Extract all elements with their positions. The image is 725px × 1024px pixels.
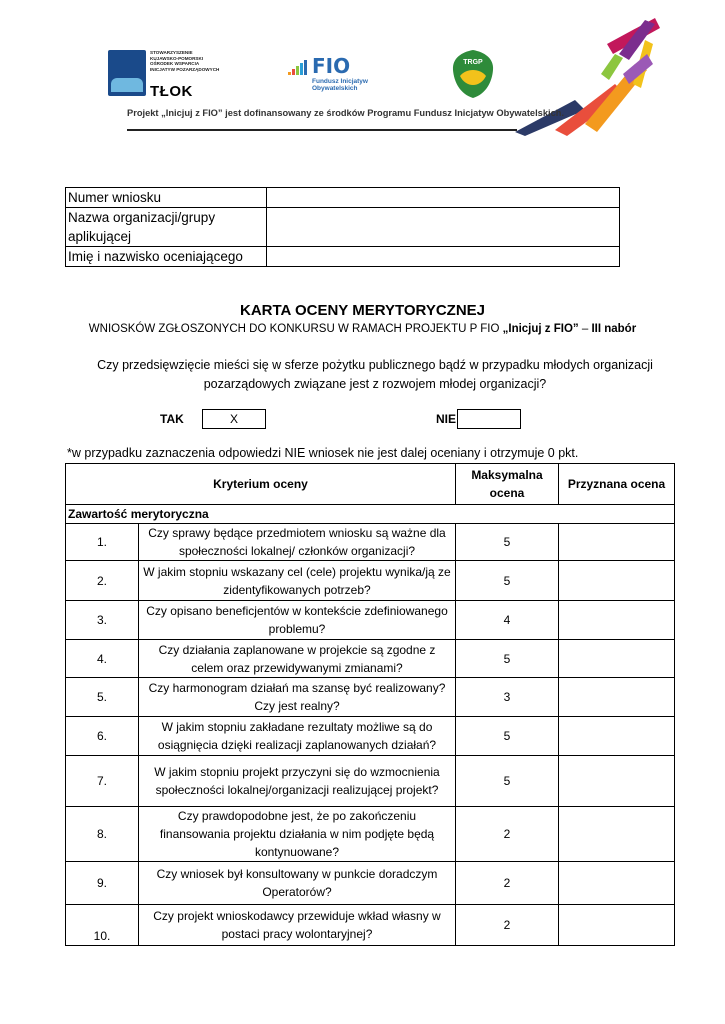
row-given-score[interactable] — [559, 905, 675, 946]
subtitle-prefix: WNIOSKÓW ZGŁOSZONYCH DO KONKURSU W RAMACH PROJEKTU P FIO — [88, 323, 503, 335]
subtitle-dash: – — [578, 323, 592, 335]
row-question: Czy projekt wnioskodawcy przewiduje wkład własny w postaci pracy wolontaryjnej? — [139, 905, 456, 946]
row-max-score: 5 — [456, 561, 559, 601]
row-max-score: 5 — [456, 640, 559, 678]
row-question: Czy prawdopodobne jest, że po zakończeniu finansowania projektu działania w nim podjęte będą kontynuowane? — [139, 807, 456, 862]
row-number: 1. — [66, 524, 139, 561]
row-number: 6. — [66, 717, 139, 756]
tlok-logo — [108, 50, 220, 100]
header-max-score: Maksymalna ocena — [456, 464, 559, 505]
page-subtitle — [0, 323, 725, 335]
tlok-name: TŁOK — [150, 83, 193, 100]
table-row — [66, 247, 620, 267]
row-given-score[interactable] — [559, 524, 675, 561]
row-question: W jakim stopniu wskazany cel (cele) projektu wynika/ją ze zidentyfikowanych potrzeb? — [139, 561, 456, 601]
table-row — [66, 717, 675, 756]
row-given-score[interactable] — [559, 678, 675, 717]
header-criterion: Kryterium oceny — [66, 464, 456, 505]
table-row — [66, 208, 620, 247]
row-max-score: 5 — [456, 524, 559, 561]
row-question: W jakim stopniu zakładane rezultaty możliwe są do osiągnięcia dzięki realizacji zaplanowanych działań? — [139, 717, 456, 756]
info-value[interactable] — [267, 188, 620, 208]
row-max-score: 3 — [456, 678, 559, 717]
trgp-label: TRGP — [463, 59, 483, 66]
row-number: 10. — [66, 905, 139, 946]
subtitle-edition: III nabór — [591, 323, 637, 335]
row-question: Czy działania zaplanowane w projekcie są zgodne z celem oraz przewidywanymi zmianami? — [139, 640, 456, 678]
row-number: 2. — [66, 561, 139, 601]
fio-dots-icon — [288, 58, 310, 76]
fio-subtitle: Fundusz Inicjatyw Obywatelskich — [312, 78, 368, 92]
info-value[interactable] — [267, 247, 620, 267]
row-question: Czy wniosek był konsultowany w punkcie doradczym Operatorów? — [139, 862, 456, 905]
nie-checkbox[interactable] — [457, 409, 521, 429]
row-given-score[interactable] — [559, 756, 675, 807]
table-row — [66, 678, 675, 717]
tak-label: TAK — [160, 412, 184, 426]
section-title: Zawartość merytoryczna — [66, 505, 675, 524]
row-question: W jakim stopniu projekt przyczyni się do wzmocnienia społeczności lokalnej/organizacji realizującej projekt? — [139, 756, 456, 807]
eligibility-question: Czy przedsięwzięcie mieści się w sferze pożytku publicznego bądź w przypadku młodych organizacji pozarządowych związane jest z rozwojem młodej organizacji? — [97, 358, 653, 391]
table-row — [66, 561, 675, 601]
row-given-score[interactable] — [559, 862, 675, 905]
fio-logo — [288, 54, 368, 100]
nie-label: NIE — [436, 412, 457, 426]
table-row — [66, 524, 675, 561]
tlok-emblem-icon — [108, 50, 146, 96]
criteria-table — [65, 463, 675, 946]
row-number: 4. — [66, 640, 139, 678]
info-label: Imię i nazwisko oceniającego — [66, 247, 267, 267]
tak-checkbox[interactable]: X — [202, 409, 266, 429]
subtitle-project-name: „Inicjuj z FIO” — [502, 323, 579, 335]
page-title: KARTA OCENY MERYTORYCZNEJ — [239, 302, 486, 319]
table-row — [66, 807, 675, 862]
row-given-score[interactable] — [559, 640, 675, 678]
row-question: Czy harmonogram działań ma szansę być realizowany? Czy jest realny? — [139, 678, 456, 717]
table-row — [66, 862, 675, 905]
trgp-logo — [450, 48, 496, 100]
header-divider — [127, 129, 517, 131]
row-given-score[interactable] — [559, 601, 675, 640]
table-row — [66, 188, 620, 208]
info-label: Nazwa organizacji/grupy aplikującej — [66, 208, 267, 247]
row-given-score[interactable] — [559, 561, 675, 601]
row-max-score: 5 — [456, 717, 559, 756]
row-max-score: 2 — [456, 905, 559, 946]
row-question: Czy opisano beneficjentów w kontekście zdefiniowanego problemu? — [139, 601, 456, 640]
table-header-row — [66, 464, 675, 505]
tlok-org-name: STOWARZYSZENIE KUJAWSKO-POMORSKI OŚRODEK WSPARCIA INICJATYW POZARZĄDOWYCH — [150, 50, 220, 72]
funding-statement: Projekt „Inicjuj z FIO” jest dofinansowany ze środków Programu Fundusz Inicjatyw Obywatelskich. — [127, 108, 565, 118]
table-row — [66, 601, 675, 640]
row-number: 5. — [66, 678, 139, 717]
row-question: Czy sprawy będące przedmiotem wniosku są ważne dla społeczności lokalnej/ członków organizacji? — [139, 524, 456, 561]
row-number: 3. — [66, 601, 139, 640]
fio-name: FIO — [312, 54, 351, 78]
row-number: 7. — [66, 756, 139, 807]
row-max-score: 4 — [456, 601, 559, 640]
row-max-score: 2 — [456, 807, 559, 862]
header-given-score: Przyznana ocena — [559, 464, 675, 505]
footnote: *w przypadku zaznaczenia odpowiedzi NIE wniosek nie jest dalej oceniany i otrzymuje 0 pkt. — [67, 446, 579, 460]
table-row — [66, 640, 675, 678]
row-number: 8. — [66, 807, 139, 862]
row-max-score: 2 — [456, 862, 559, 905]
row-given-score[interactable] — [559, 807, 675, 862]
row-given-score[interactable] — [559, 717, 675, 756]
table-row — [66, 905, 675, 946]
section-row — [66, 505, 675, 524]
row-number: 9. — [66, 862, 139, 905]
info-value[interactable] — [267, 208, 620, 247]
row-max-score: 5 — [456, 756, 559, 807]
info-label: Numer wniosku — [66, 188, 267, 208]
table-row — [66, 756, 675, 807]
applicant-info-table — [65, 187, 620, 267]
